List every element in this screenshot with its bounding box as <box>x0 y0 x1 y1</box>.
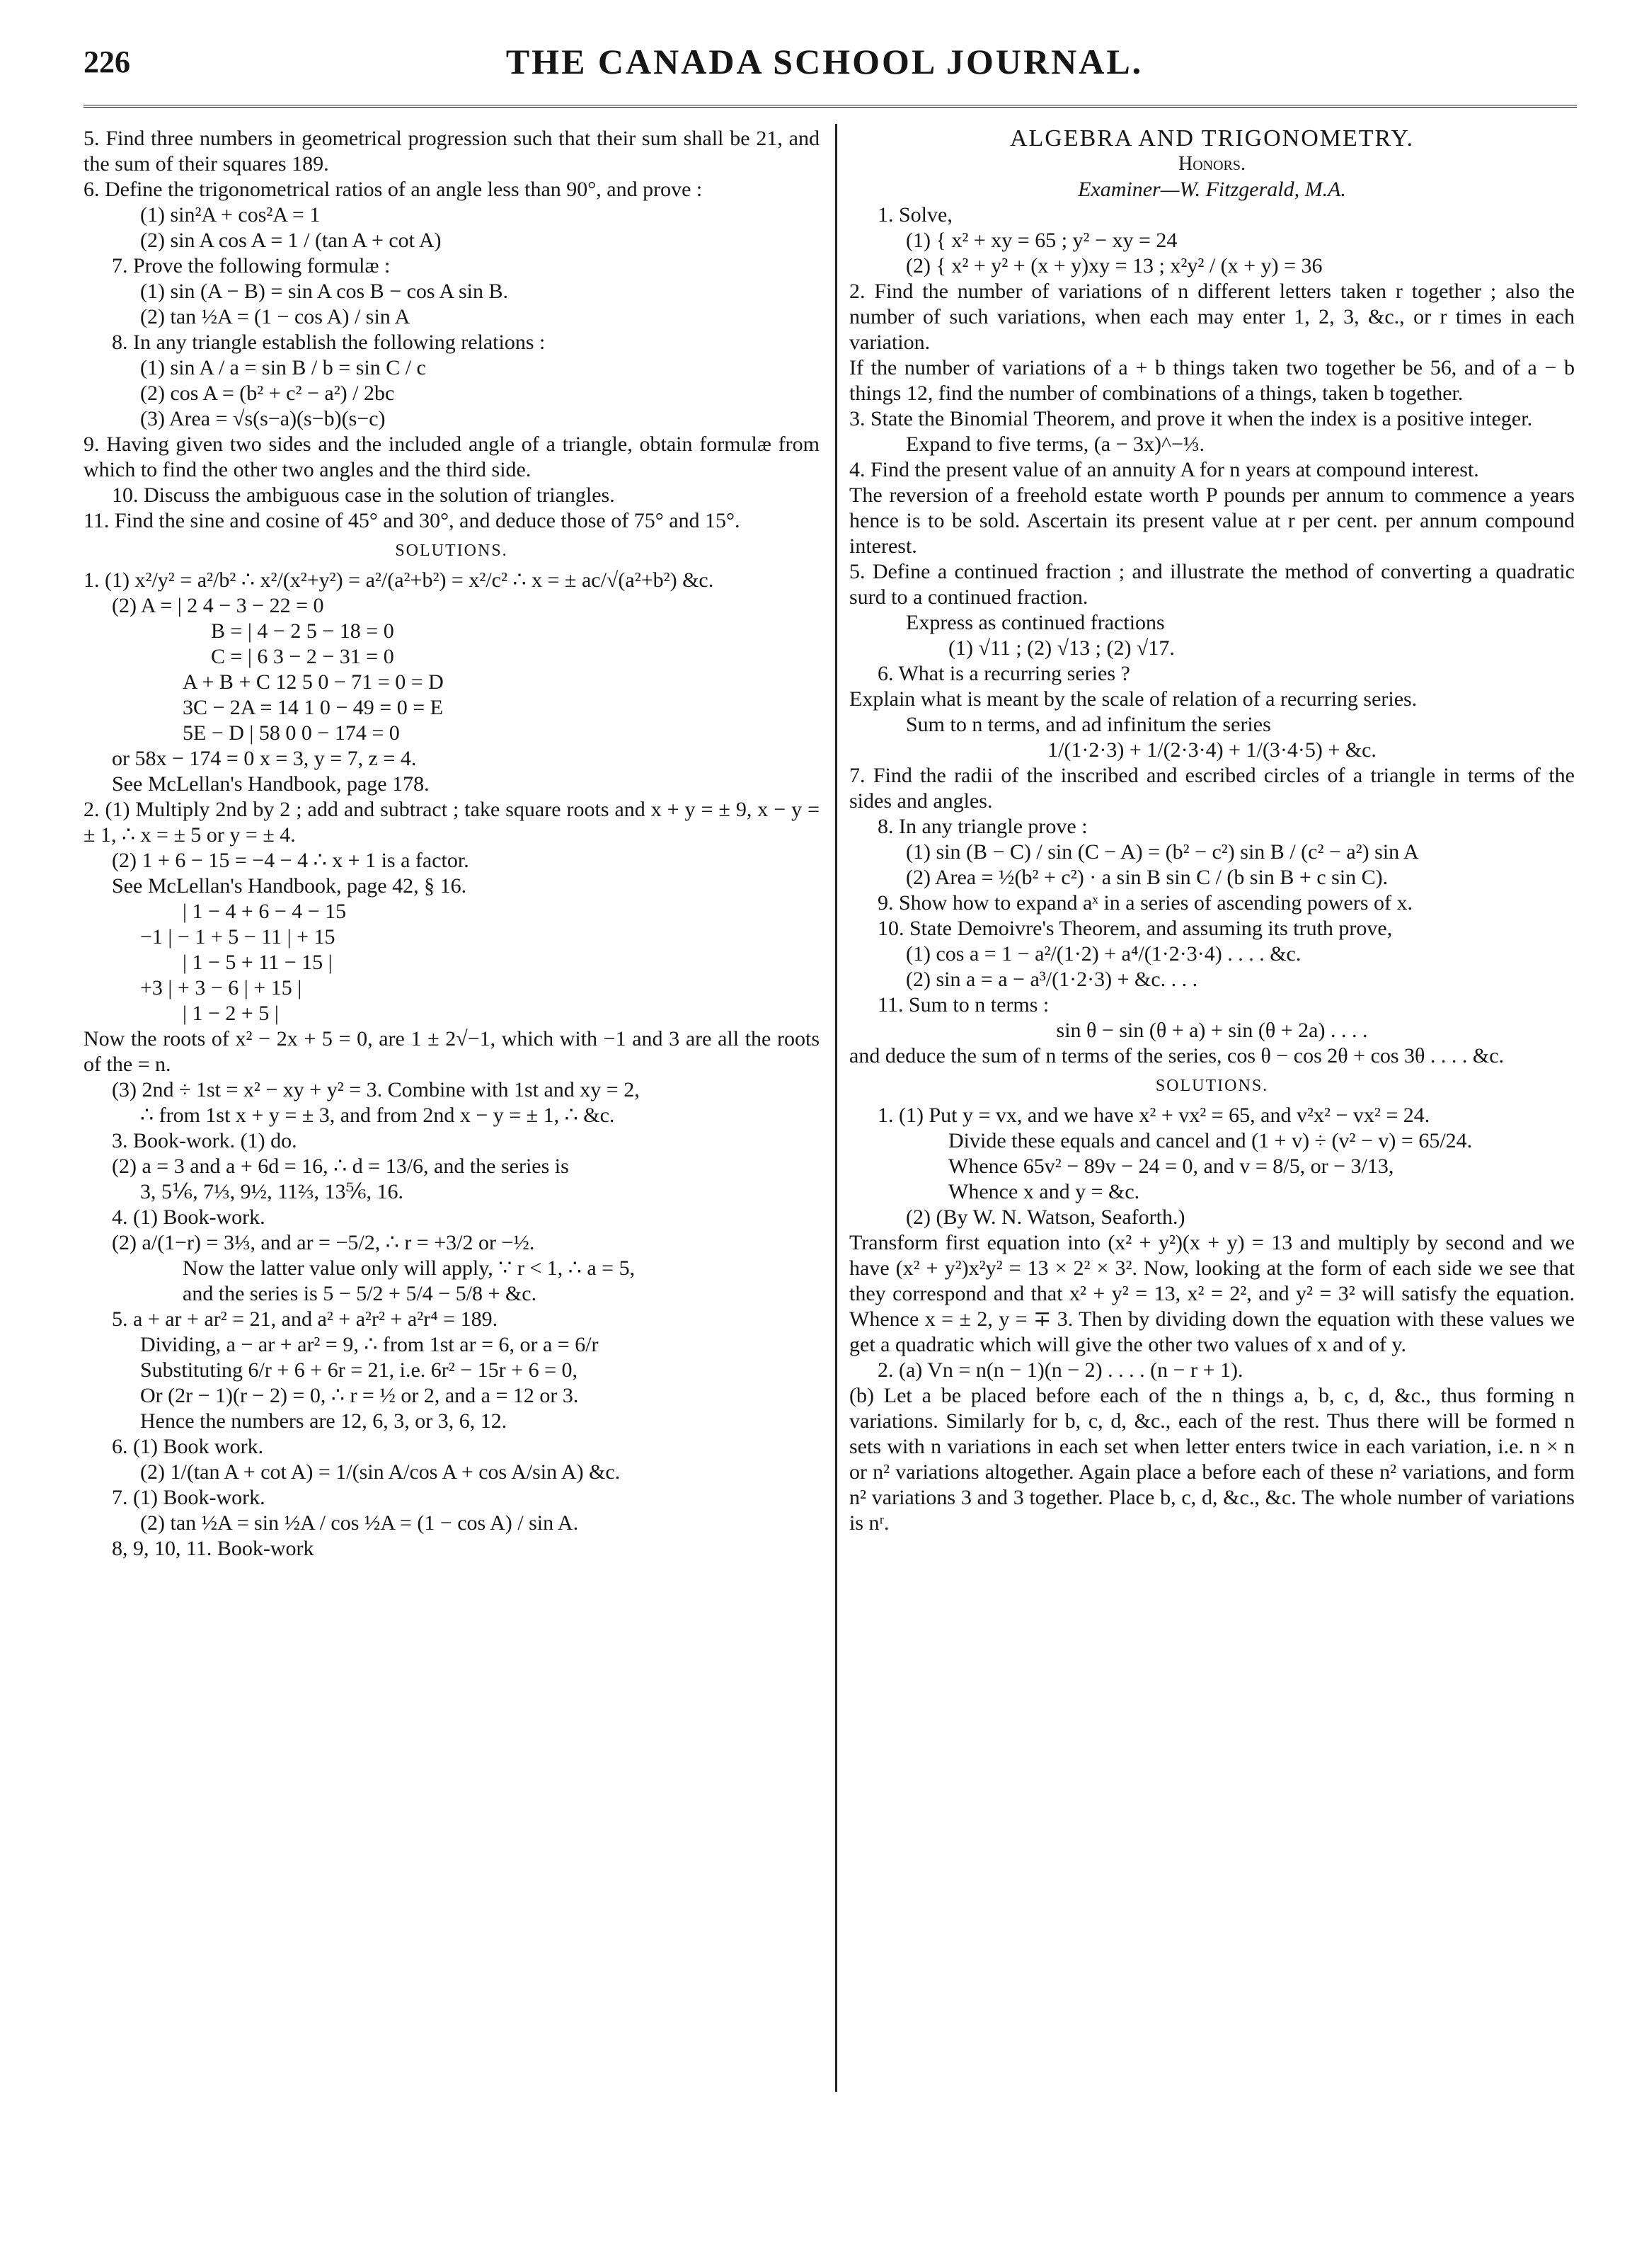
left-column-line: 10. Discuss the ambiguous case in the solution of triangles. <box>112 483 615 507</box>
left-column-line: 9. Having given two sides and the included angle of a triangle, obtain formulæ from which to find the other two angles and the third side. <box>84 433 820 481</box>
left-column-line: 5. Find three numbers in geometrical progression such that their sum shall be 21, and the sum of their squares 189. <box>84 127 820 176</box>
left-column-line: (1) sin A / a = sin B / b = sin C / c <box>140 356 426 379</box>
left-column-line: | 1 − 4 + 6 − 4 − 15 <box>183 900 347 923</box>
right-column-line: The reversion of a freehold estate worth P pounds per annum to commence a years hence is to be sold. Ascertain its present value at r per cent. per annum compound interest. <box>849 483 1575 558</box>
right-column-line: 1. (1) Put y = vx, and we have x² + vx² = 65, and v²x² − vx² = 24. <box>878 1104 1430 1127</box>
left-column-line: Substituting 6/r + 6 + 6r = 21, i.e. 6r² − 15r + 6 = 0, <box>140 1358 578 1382</box>
left-column-line: | 1 − 2 + 5 | <box>183 1002 279 1025</box>
left-column-line: (2) 1/(tan A + cot A) = 1/(sin A/cos A + cos A/sin A) &c. <box>140 1460 621 1484</box>
left-column-line: and the series is 5 − 5/2 + 5/4 − 5/8 + &c. <box>183 1282 537 1305</box>
right-column-line: Examiner—W. Fitzgerald, M.A. <box>1078 178 1346 201</box>
page-header <box>0 0 1649 92</box>
page-number: 226 <box>84 45 130 79</box>
left-column-line: See McLellan's Handbook, page 178. <box>112 772 430 796</box>
left-column-line: (3) Area = √s(s−a)(s−b)(s−c) <box>140 407 386 430</box>
right-column-line: 5. Define a continued fraction ; and illustrate the method of converting a quadratic surd to a continued fraction. <box>849 560 1575 609</box>
right-column-line: (2) sin a = a − a³/(1·2·3) + &c. . . . <box>906 968 1198 991</box>
left-column-line: A + B + C 12 5 0 − 71 = 0 = D <box>183 670 444 694</box>
left-column-line: (1) sin (A − B) = sin A cos B − cos A sin B. <box>140 280 508 303</box>
left-column-line: Dividing, a − ar + ar² = 9, ∴ from 1st ar = 6, or a = 6/r <box>140 1333 599 1356</box>
right-column-line: Expand to five terms, (a − 3x)^−⅓. <box>906 433 1205 456</box>
left-column-line: 8. In any triangle establish the following relations : <box>112 331 546 354</box>
right-column-line: sin θ − sin (θ + a) + sin (θ + 2a) . . . . <box>1056 1019 1368 1042</box>
right-column <box>849 126 1575 1536</box>
left-column-line: 5. a + ar + ar² = 21, and a² + a²r² + a²r⁴ = 189. <box>112 1307 498 1331</box>
left-column-line: C = | 6 3 − 2 − 31 = 0 <box>211 645 394 668</box>
left-column-line: (2) sin A cos A = 1 / (tan A + cot A) <box>140 229 442 252</box>
right-column-line: 11. Sum to n terms : <box>878 993 1050 1016</box>
right-column-line: 2. Find the number of variations of n different letters taken r together ; also the number of such variations, when each may enter 1, 2, 3, &c., or r times in each variation. <box>849 280 1575 354</box>
left-column-line: 6. Define the trigonometrical ratios of an angle less than 90°, and prove : <box>84 178 703 201</box>
right-column-line: (2) { x² + y² + (x + y)xy = 13 ; x²y² / (x + y) = 36 <box>906 254 1323 277</box>
left-column-line: See McLellan's Handbook, page 42, § 16. <box>112 874 467 898</box>
right-column-line: 7. Find the radii of the inscribed and escribed circles of a triangle in terms of the sides and angles. <box>849 764 1575 813</box>
left-column-line: (2) 1 + 6 − 15 = −4 − 4 ∴ x + 1 is a factor. <box>112 849 469 872</box>
right-column-line: (1) sin (B − C) / sin (C − A) = (b² − c²) sin B / (c² − a²) sin A <box>906 840 1419 864</box>
journal-title: THE CANADA SCHOOL JOURNAL. <box>505 42 1144 81</box>
right-column-line: (1) { x² + xy = 65 ; y² − xy = 24 <box>906 229 1178 252</box>
left-column-line: (2) tan ½A = (1 − cos A) / sin A <box>140 305 410 328</box>
left-column-line: 2. (1) Multiply 2nd by 2 ; add and subtract ; take square roots and x + y = ± 9, x − y = ± 1, ∴ x = ± 5 or y = ± 4. <box>84 798 820 847</box>
right-column-line: Honors. <box>1178 153 1246 175</box>
right-column-line: 9. Show how to expand aˣ in a series of ascending powers of x. <box>878 891 1413 915</box>
right-column-line: 10. State Demoivre's Theorem, and assuming its truth prove, <box>878 917 1393 940</box>
left-column-line: (2) a = 3 and a + 6d = 16, ∴ d = 13/6, and the series is <box>112 1155 569 1178</box>
left-column-line: 3C − 2A = 14 1 0 − 49 = 0 = E <box>183 696 443 719</box>
left-column-line: SOLUTIONS. <box>395 542 508 560</box>
left-column-line: (3) 2nd ÷ 1st = x² − xy + y² = 3. Combine with 1st and xy = 2, <box>112 1078 640 1101</box>
left-column-line: ∴ from 1st x + y = ± 3, and from 2nd x − y = ± 1, ∴ &c. <box>140 1104 615 1127</box>
right-column-line: ALGEBRA AND TRIGONOMETRY. <box>1009 125 1415 151</box>
right-column-line: 3. State the Binomial Theorem, and prove it when the index is a positive integer. <box>849 407 1533 430</box>
left-column-line: (1) sin²A + cos²A = 1 <box>140 203 321 227</box>
right-column-line: 6. What is a recurring series ? <box>878 662 1130 685</box>
left-column-line: (2) tan ½A = sin ½A / cos ½A = (1 − cos A) / sin A. <box>140 1511 579 1535</box>
left-column-line: 3, 5⅙, 7⅓, 9½, 11⅔, 13⅚, 16. <box>140 1180 404 1203</box>
right-column-line: 1. Solve, <box>878 203 953 227</box>
left-column-line: +3 | + 3 − 6 | + 15 | <box>140 976 302 1000</box>
left-column-line: (2) A = | 2 4 − 3 − 22 = 0 <box>112 594 324 617</box>
right-column-line: SOLUTIONS. <box>1155 1077 1269 1095</box>
right-column-line: (1) cos a = 1 − a²/(1·2) + a⁴/(1·2·3·4) . . . . &c. <box>906 942 1302 966</box>
left-column-line: | 1 − 5 + 11 − 15 | <box>183 951 333 974</box>
right-column-line: Sum to n terms, and ad infinitum the series <box>906 713 1271 736</box>
right-column-line: (2) (By W. N. Watson, Seaforth.) <box>906 1205 1185 1229</box>
right-column-line: 4. Find the present value of an annuity A for n years at compound interest. <box>849 458 1479 481</box>
left-column-line: 5E − D | 58 0 0 − 174 = 0 <box>183 721 400 745</box>
left-column-line: (2) cos A = (b² + c² − a²) / 2bc <box>140 382 395 405</box>
left-column-line: B = | 4 − 2 5 − 18 = 0 <box>211 619 394 643</box>
right-column-line: If the number of variations of a + b things taken two together be 56, and of a − b things 12, find the number of combinations of a things, taken b together. <box>849 356 1575 405</box>
left-column-line: or 58x − 174 = 0 x = 3, y = 7, z = 4. <box>112 747 417 770</box>
left-column-line: Now the latter value only will apply, ∵ r < 1, ∴ a = 5, <box>183 1256 636 1280</box>
right-column-line: 1/(1·2·3) + 1/(2·3·4) + 1/(3·4·5) + &c. <box>1047 738 1377 762</box>
left-column <box>84 126 820 1562</box>
left-column-line: Now the roots of x² − 2x + 5 = 0, are 1 ± 2√−1, which with −1 and 3 are all the roots of the = n. <box>84 1027 820 1076</box>
left-column-line: Hence the numbers are 12, 6, 3, or 3, 6, 12. <box>140 1409 507 1433</box>
left-column-line: 4. (1) Book-work. <box>112 1205 265 1229</box>
column-divider <box>835 124 837 2092</box>
right-column-line: and deduce the sum of n terms of the series, cos θ − cos 2θ + cos 3θ . . . . &c. <box>849 1044 1505 1067</box>
right-column-line: 8. In any triangle prove : <box>878 815 1088 838</box>
left-column-line: 3. Book-work. (1) do. <box>112 1129 297 1152</box>
right-column-line: Divide these equals and cancel and (1 + v) ÷ (v² − v) = 65/24. <box>948 1129 1473 1152</box>
right-column-line: (1) √11 ; (2) √13 ; (2) √17. <box>948 636 1175 660</box>
right-column-line: Express as continued fractions <box>906 611 1165 634</box>
left-column-line: 6. (1) Book work. <box>112 1435 264 1458</box>
right-column-line: Transform first equation into (x² + y²)(x + y) = 13 and multiply by second and we have (x² + y²)x²y² = 13 × 2² × 3². Now, looking at the form of each side we see that they correspond and that x² + y² = 13, x² = 2², and y² = 3² will satisfy the equation. Whence x = ± 2, y = ∓ 3. Then by dividing down the equation with these values we get a quadratic which will give the other two values of x and of y. <box>849 1231 1575 1356</box>
right-column-line: Whence 65v² − 89v − 24 = 0, and v = 8/5, or − 3/13, <box>948 1155 1394 1178</box>
right-column-line: (2) Area = ½(b² + c²) · a sin B sin C / (b sin B + c sin C). <box>906 866 1389 889</box>
left-column-line: 7. (1) Book-work. <box>112 1486 265 1509</box>
right-column-line: Explain what is meant by the scale of relation of a recurring series. <box>849 687 1418 711</box>
left-column-line: 7. Prove the following formulæ : <box>112 254 391 277</box>
left-column-line: 11. Find the sine and cosine of 45° and 30°, and deduce those of 75° and 15°. <box>84 509 740 532</box>
left-column-line: 1. (1) x²/y² = a²/b² ∴ x²/(x²+y²) = a²/(a²+b²) = x²/c² ∴ x = ± ac/√(a²+b²) &c. <box>84 568 714 592</box>
right-column-line: Whence x and y = &c. <box>948 1180 1140 1203</box>
left-column-line: 8, 9, 10, 11. Book-work <box>112 1537 314 1560</box>
header-rule <box>84 105 1577 108</box>
right-column-line: (b) Let a be placed before each of the n things a, b, c, d, &c., thus forming n variations. Similarly for b, c, d, &c., each of the rest. Thus there will be formed n sets with n variations in each set when letter enters twice in each variation, i.e. n × n or n² variations altogether. Again place a before each of these n² variations, and form n² variations 3 and 3 together. Place b, c, d, &c., &c. The whole number of variations is nʳ. <box>849 1384 1575 1535</box>
left-column-line: −1 | − 1 + 5 − 11 | + 15 <box>140 925 335 949</box>
right-column-line: 2. (a) Vn = n(n − 1)(n − 2) . . . . (n − r + 1). <box>878 1358 1243 1382</box>
left-column-line: Or (2r − 1)(r − 2) = 0, ∴ r = ½ or 2, and a = 12 or 3. <box>140 1384 579 1407</box>
left-column-line: (2) a/(1−r) = 3⅓, and ar = −5/2, ∴ r = +3/2 or −½. <box>112 1231 535 1254</box>
